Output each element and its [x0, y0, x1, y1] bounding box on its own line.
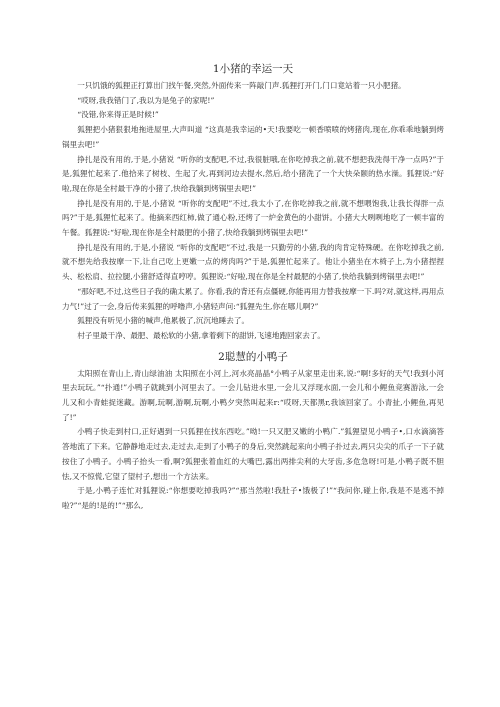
story-title-2: 2聪慧的小鸭子 — [218, 350, 288, 363]
story1-paragraph: 挣扎是没有用的,于是,小猪说 “听你的支配吧,不过,我很脏哦,在你吃掉我之前,就不想把我洗得干净一点吗?”于是,狐狸忙起来了.他拾来了树枝、生起了火,再到河边去提水,然后,给小猪洗了一个大快朵颐的热水澡。狐狸说:“好啦,现在你是全村最干净的小猪了,快给我躺到烤锅里去吧!” — [62, 154, 444, 193]
story1-paragraph: 挣扎是没有用的,于是,小猪说 “听你的支配吧”不过,我是一只勤劳的小猪,我的肉肯定特殊硬。在你吃掉我之前,就不想先给我按摩一下,让自己吃上更嫩一点的烤肉吗?”于是,狐狸忙起来了。他让小猪坐在木椅子上,为小猪捏捏头、松松肩、拉拉腿,小猪舒适得直哼哼。狐狸说:“好啦,现在你是全村最肥的小猪了,快给我躺到烤锅里去吧!” — [62, 242, 444, 282]
story1-paragraph: 狐狸没有听见小猪的喊声,他累极了,沉沉地睡去了。 — [77, 316, 250, 326]
story1-paragraph: “哎呀,我我错门了,我以为是兔子的家呢!” — [77, 95, 215, 105]
story1-paragraph: 挣扎是没有用的,于是,小猪说 “听你的支配吧”不过,我太小了,在你吃掉我之前,就不想喂饱我,让我长得胖一点吗?”于是,狐狸忙起来了。他摘来西红柿,做了通心粉,还烤了一炉金黄色的小甜饼。小猪大大咧咧地吃了一顿丰富的午餐。狐狸说:“好啦,现在你是全村最肥的小猪了,快给我躺到烤锅里去吧!” — [62, 198, 444, 238]
story1-paragraph: 一只饥饿的狐狸正打算出门找午餐,突然,外面传来一阵敲门声.狐狸打开门,门口竟站着一只小肥猪。 — [77, 81, 406, 90]
story1-paragraph: “没错,你来得正是时候!” — [77, 110, 159, 120]
story-title-1: 1小猪的幸运一天 — [212, 63, 294, 75]
story1-paragraph: 村子里最干净、最肥、最松软的小猪,拿着剩下的甜饼,飞速地跑回家去了。 — [77, 330, 326, 340]
story1-paragraph: 狐狸把小猪狠狠地拖进屋里,大声叫道 “这真是我幸运的•天!我要吃一顿香喷喷的烤猪肉,现在,你乖乖地躺到烤锅里去吧!” — [62, 125, 444, 149]
story2-paragraph: 太阳照在青山上,青山绿油油 太阳照在小河上,河水亮晶晶°小鸭子从家里走出来,说:“啊!多好的天气!我到小河里去玩玩。”“扑通!”小鸭子就跳到小河里去了。一会儿钻进水里,一会儿又浮现水面,一会儿和小鲤鱼竞赛游泳,一会儿又和小青蛙捉迷藏。游啊,玩啊,游啊,玩啊,小鸭夕突然叫起来r:“哎呀,天都黑r,我该回家了。小青扯,小鲤鱼,再见了!” — [62, 368, 444, 422]
story2-paragraph: 于是,小鸭子连忙对狐狸说:“你想要吃掉我吗?”“那当然啦!我肚子•饿极了!”“我问你,碰上你,我是不是逃不掉啦?”“是的!是的!”“那么, — [62, 486, 444, 510]
story1-paragraph: “那好吧,不过,这些日子我的确太累了。你看,我的背还有点僵硬,你能再用力替我按摩一下.吗?对,就这样,再用点力气!”过了一会,身后传来狐狸的呼噜声,小猪轻声问:“狐狸先生,你在哪儿啊?” — [62, 286, 444, 311]
story2-paragraph: 小鸭子快走到村口,正好遇到一只狐狸在找东西吃。”呦!一只又肥又嫩的小鸭广.”狐狸望见小鸭子•,口水滴滴答答地流了下来。它静静地走过去,走过去,走到了小鸭子的身后,突然跳起来向小鸭子扑过去,两只尖尖的爪子一下子就按住了小鸭子。小鸭子抬头一看,啊?狐狸张着血红的大嘴巴,露出两排尖利的大牙齿,多危急呀!可是,小鸭子既不胆怯,又不惊慌,它望了望村子,想出一个方法来。 — [62, 427, 444, 481]
